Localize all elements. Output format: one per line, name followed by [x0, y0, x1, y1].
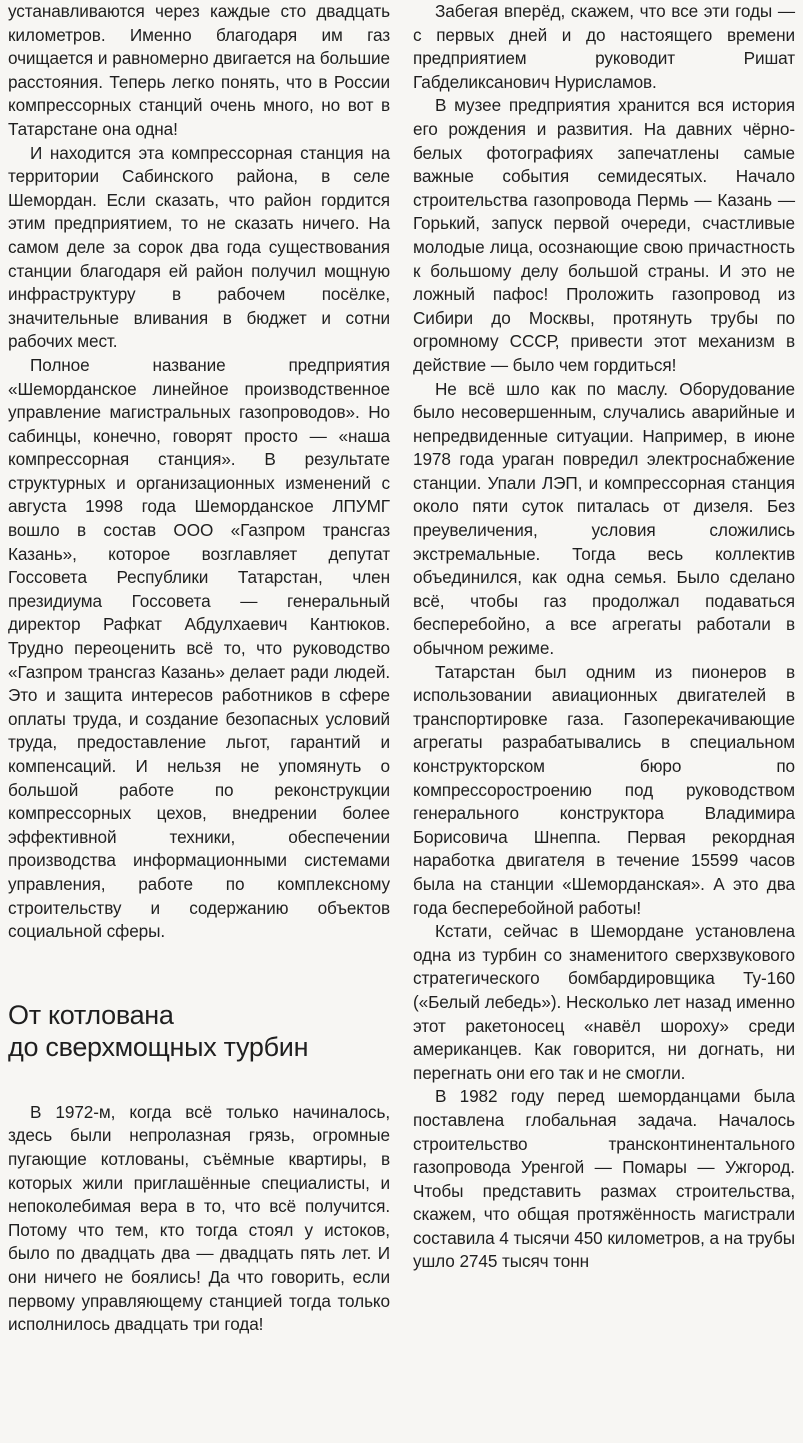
paragraph: Кстати, сейчас в Шемордане установлена одна из турбин со знаменитого сверхзвукового стратегического бомбардировщика Ту-160 («Белый лебедь»). Несколько лет назад именно этот ракетоносец «навёл шороху» среди американцев. Как говорится, ни догнать, ни перегнать они его так и не смогли.: [413, 921, 795, 1083]
paragraph: Татарстан был одним из пионеров в использовании авиационных двигателей в транспортировке газа. Газоперекачивающие агрегаты разрабатывались в специальном конструкторском бюро по компрессоростроению под руководством генерального конструктора Владимира Борисовича Шнеппа. Первая рекордная наработка двигателя в течение 15599 часов была на станции «Шеморданская». А это два года бесперебойной работы!: [413, 661, 795, 918]
right-column: [413, 0, 795, 1274]
paragraph: В 1972-м, когда всё только начиналось, здесь были непролазная грязь, огромные пугающие котлованы, съёмные квартиры, в которых жили приглашённые специалисты, и непоколебимая вера в то, что всё получится. Потому что тем, кто тогда стоял у истоков, было по двадцать два — двадцать пять лет. И они ничего не боялись! Да что говорить, если первому управляющему станцией тогда только исполнилось двадцать три года!: [8, 1101, 390, 1335]
section-heading-line: От котлована: [8, 999, 174, 1030]
section-heading-line: до сверхмощных турбин: [8, 1031, 309, 1062]
paragraph: устанавливаются через каждые сто двадцать километров. Именно благодаря им газ очищается и равномерно двигается на большие расстояния. Теперь легко понять, что в России компрессорных станций очень много, но вот в Татарстане она одна!: [8, 1, 390, 139]
paragraph: И находится эта компрессорная станция на территории Сабинского района, в селе Шемордан. Если сказать, что район гордится этим предприятием, то не сказать ничего. На самом деле за сорок два года существования станции благодаря ей район получил мощную инфраструктуру в рабочем посёлке, значительные вливания в бюджет и сотни рабочих мест.: [8, 142, 390, 352]
paragraph: В 1982 году перед шеморданцами была поставлена глобальная задача. Началось строительство трансконтинентального газопровода Уренгой — Помары — Ужгород. Чтобы представить размах строительства, скажем, что общая протяжённость магистрали составила 4 тысячи 450 километров, а на трубы ушло 2745 тысяч тонн: [413, 1086, 795, 1272]
paragraph: В музее предприятия хранится вся история его рождения и развития. На давних чёрно-белых фотографиях запечатлены самые важные события семидесятых. Начало строительства газопровода Пермь — Казань — Горький, запуск первой очереди, счастливые молодые лица, осознающие свою причастность к большому делу большой страны. И это не ложный пафос! Проложить газопровод из Сибири до Москвы, протянуть трубы по огромному СССР, привести этот механизм в действие — было чем гордиться!: [413, 95, 795, 375]
left-column: [8, 0, 390, 1337]
paragraph: Полное название предприятия «Шеморданское линейное производственное управление магистральных газопроводов». Но сабинцы, конечно, говорят просто — «наша компрессорная станция». В результате структурных и организационных изменений с августа 1998 года Шеморданское ЛПУМГ вошло в состав ООО «Газпром трансгаз Казань», которое возглавляет депутат Госсовета Республики Татарстан, член президиума Госсовета — генеральный директор Рафкат Абдулхаевич Кантюков. Трудно переоценить всё то, что руководство «Газпром трансгаз Казань» делает ради людей. Это и защита интересов работников в сфере оплаты труда, и создание безопасных условий труда, предоставление льгот, гарантий и компенсаций. И нельзя не упомянуть о большой работе по реконструкции компрессорных цехов, внедрении более эффективной техники, обеспечении производства информационными системами управления, работе по комплексному строительству и содержанию объектов социальной сферы.: [8, 354, 390, 942]
section-heading: [8, 999, 390, 1063]
paragraph: Забегая вперёд, скажем, что все эти годы — с первых дней и до настоящего времени предприятием руководит Ришат Габделиксанович Нурисламов.: [413, 1, 795, 92]
paragraph: Не всё шло как по маслу. Оборудование было несовершенным, случались аварийные и непредвиденные ситуации. Например, в июне 1978 года ураган повредил электроснабжение станции. Упали ЛЭП, и компрессорная станция около пяти суток питалась от дизеля. Без преувеличения, условия сложились экстремальные. Тогда весь коллектив объединился, как одна семья. Было сделано всё, чтобы газ продолжал подаваться бесперебойно, а все агрегаты работали в обычном режиме.: [413, 378, 795, 659]
